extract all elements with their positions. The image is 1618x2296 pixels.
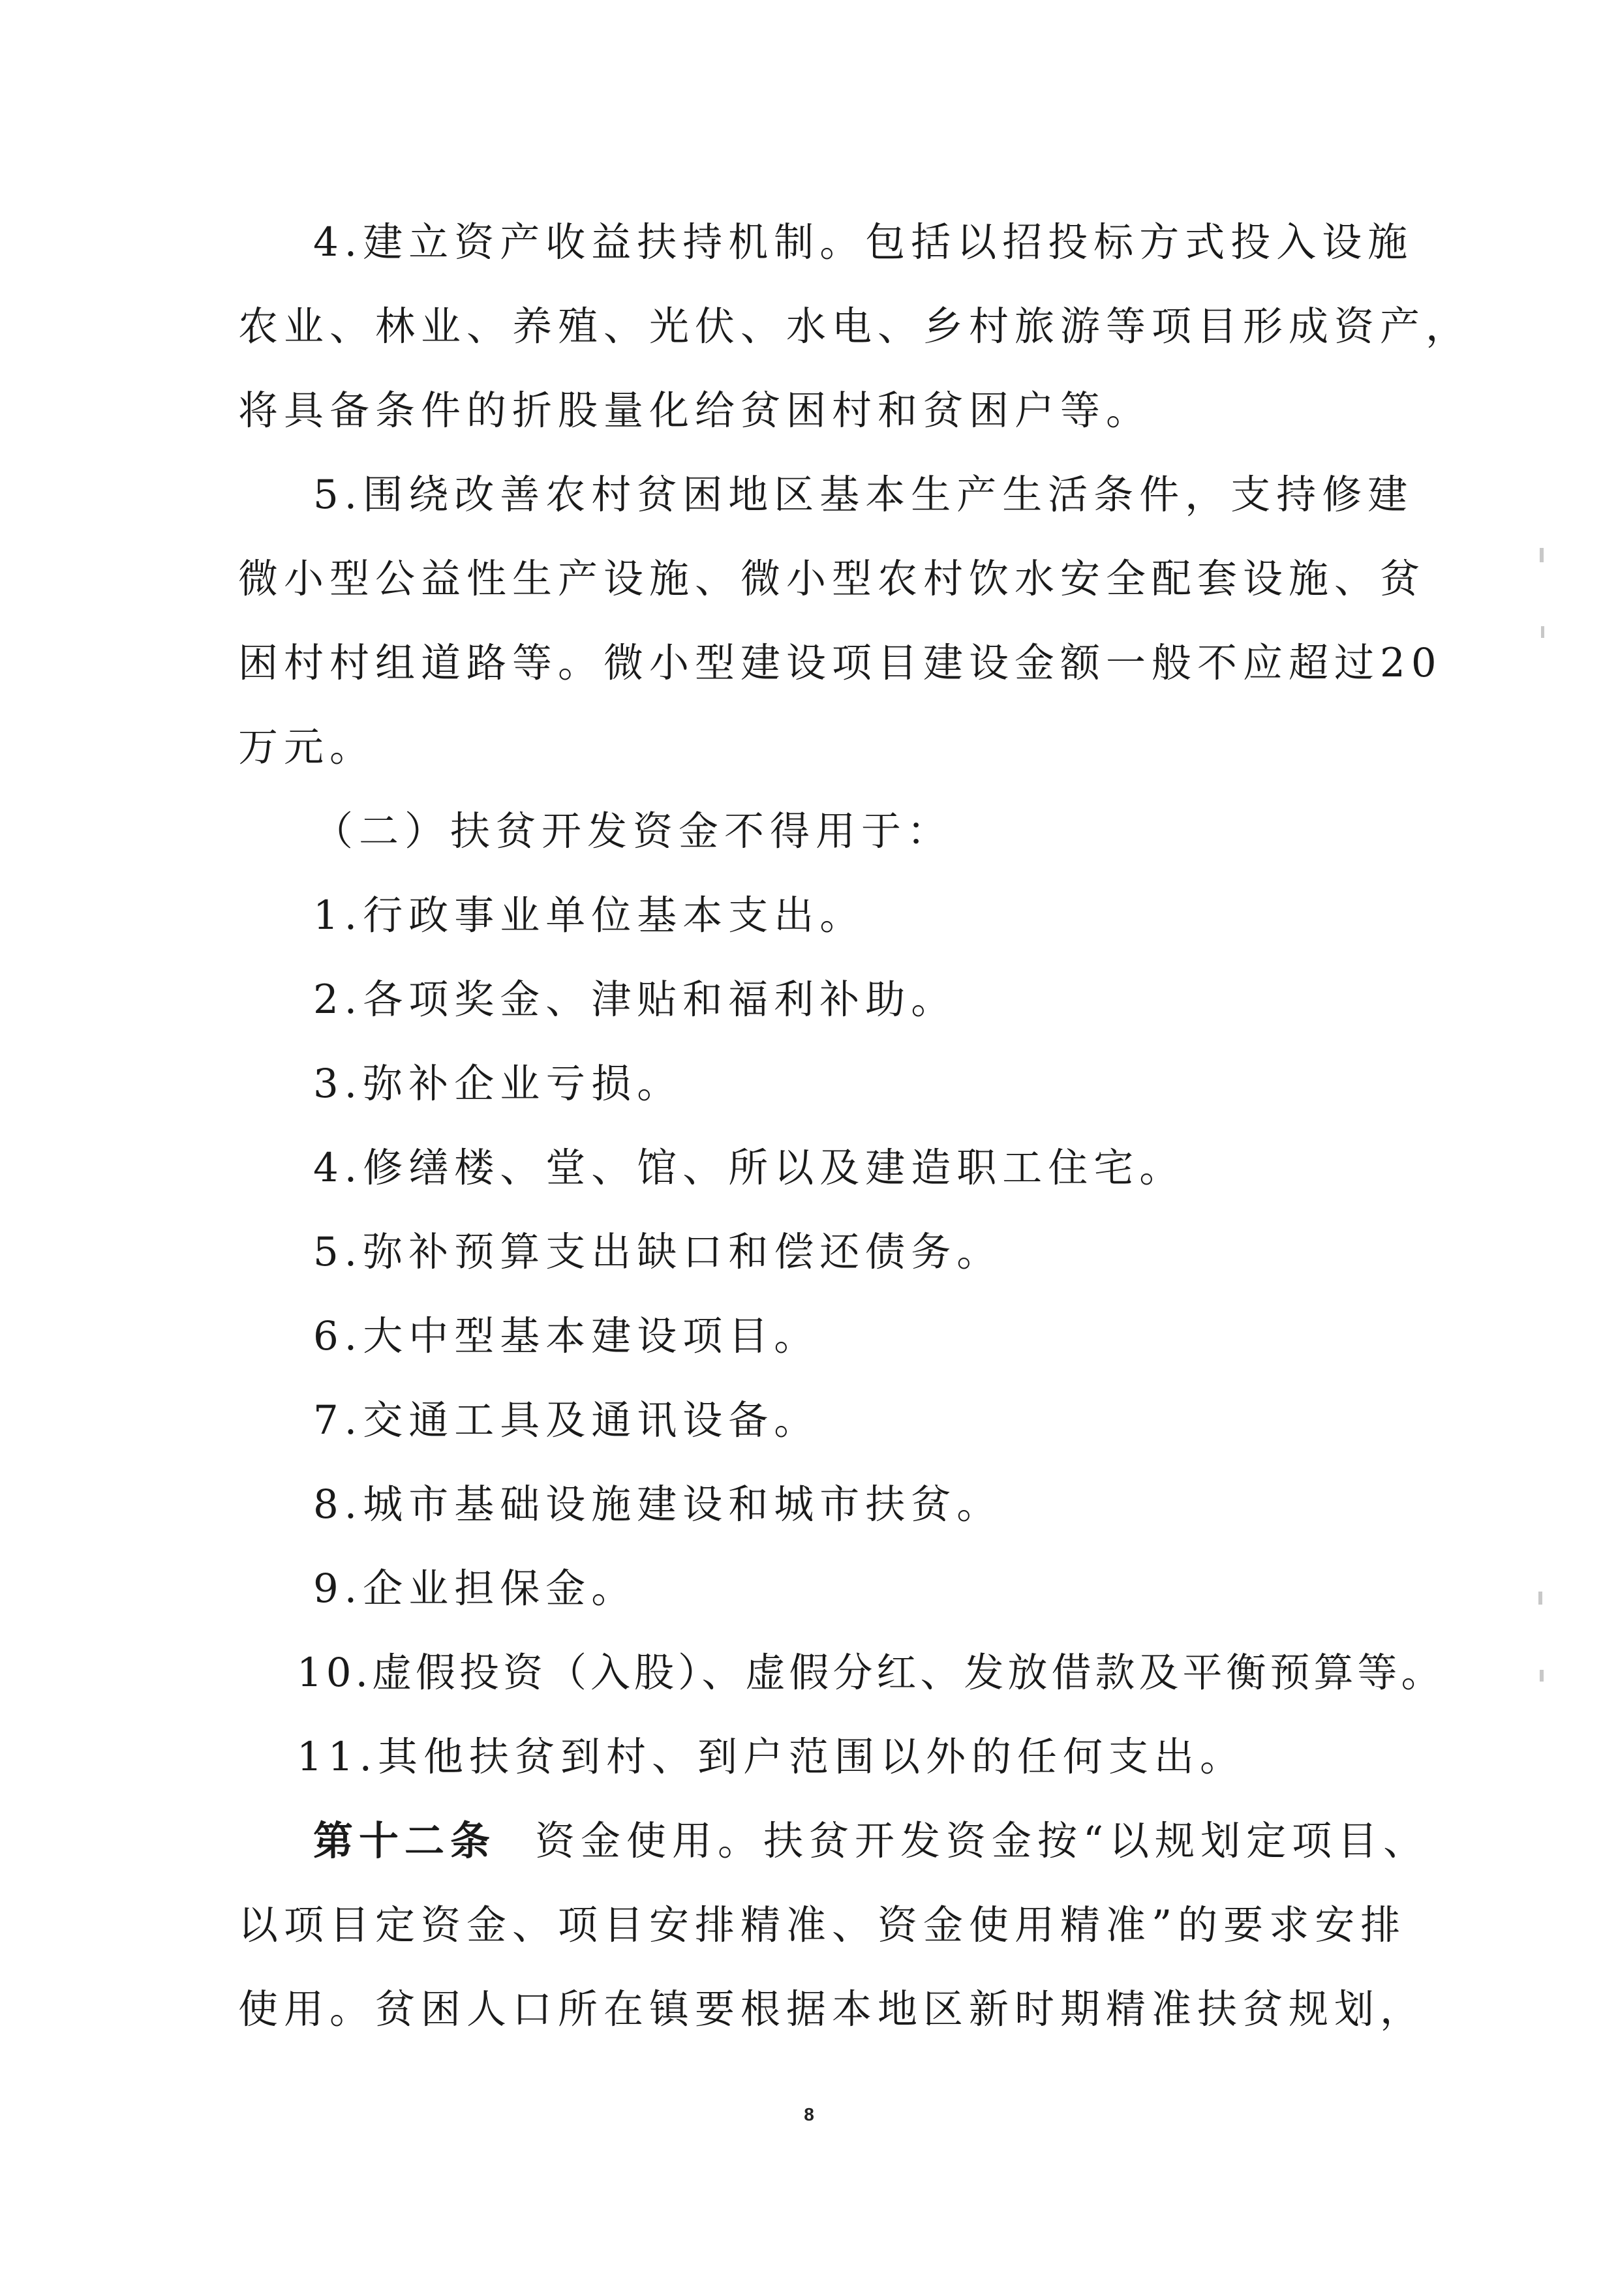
list-item: 10.虚假投资（入股）、虚假分红、发放借款及平衡预算等。 (297, 1650, 1445, 1696)
list-item: 4.修缮楼、堂、馆、所以及建造职工住宅。 (313, 1145, 1185, 1191)
paragraph-line: 微小型公益性生产设施、微小型农村饮水安全配套设施、贫 (238, 556, 1426, 602)
section-heading: （二）扶贫开发资金不得用于： (313, 808, 953, 854)
scan-speck (1541, 626, 1544, 638)
list-item: 9.企业担保金。 (313, 1565, 637, 1612)
paragraph-line: 农业、林业、养殖、光伏、水电、乡村旅游等项目形成资产， (238, 303, 1472, 350)
list-item: 2.各项奖金、津贴和福利补助。 (313, 976, 957, 1023)
paragraph-line: 5.围绕改善农村贫困地区基本生产生活条件，支持修建 (313, 472, 1414, 518)
list-item: 8.城市基础设施建设和城市扶贫。 (313, 1481, 1003, 1528)
paragraph-line: 4.建立资产收益扶持机制。包括以招投标方式投入设施 (313, 219, 1414, 265)
scan-speck (1540, 548, 1544, 562)
list-item: 7.交通工具及通讯设备。 (313, 1397, 820, 1443)
list-item: 11.其他扶贫到村、到户范围以外的任何支出。 (297, 1734, 1246, 1780)
paragraph-line: 万元。 (238, 724, 376, 770)
list-item: 3.弥补企业亏损。 (313, 1061, 683, 1107)
paragraph-line: 困村村组道路等。微小型建设项目建设金额一般不应超过20 (238, 640, 1442, 686)
paragraph-line: 使用。贫困人口所在镇要根据本地区新时期精准扶贫规划， (238, 1986, 1426, 2032)
page-number: 8 (804, 2104, 814, 2124)
paragraph-line: 将具备条件的折股量化给贫困村和贫困户等。 (238, 387, 1152, 434)
paragraph-line: 以项目定资金、项目安排精准、资金使用精准”的要求安排 (238, 1902, 1407, 1948)
article-heading: 第十二条 (313, 1818, 496, 1864)
paragraph-line: 资金使用。扶贫开发资金按“以规划定项目、 (535, 1818, 1429, 1864)
scan-speck (1538, 1592, 1542, 1605)
list-item: 1.行政事业单位基本支出。 (313, 892, 866, 939)
list-item: 6.大中型基本建设项目。 (313, 1313, 820, 1359)
list-item: 5.弥补预算支出缺口和偿还债务。 (313, 1229, 1003, 1275)
scan-speck (1540, 1670, 1544, 1682)
